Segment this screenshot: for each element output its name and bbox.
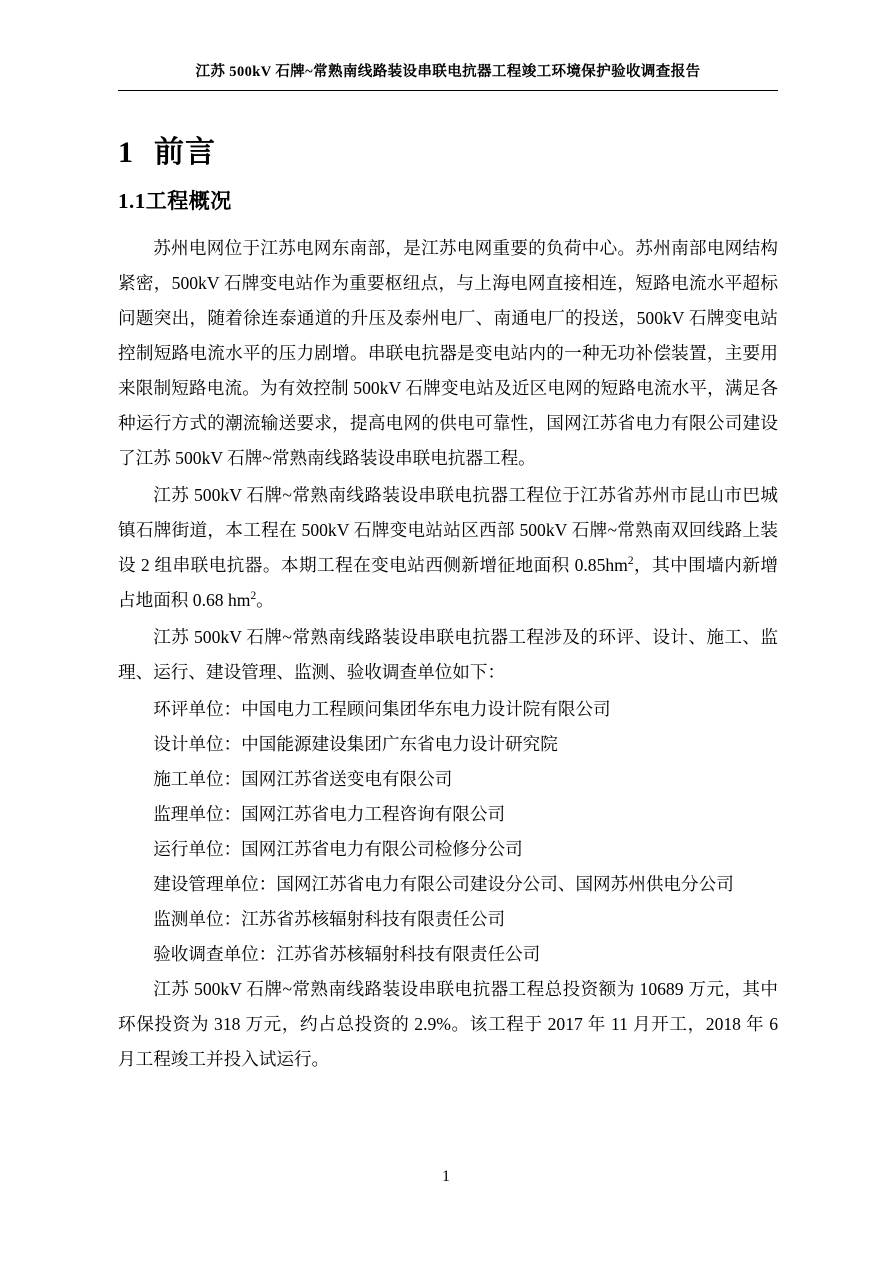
list-item: 设计单位：中国能源建设集团广东省电力设计研究院	[153, 734, 558, 755]
list-item: 验收调查单位：江苏省苏核辐射科技有限责任公司	[153, 944, 541, 965]
superscript-area-2: 2	[250, 590, 257, 603]
paragraph-location-part3: 。	[256, 590, 274, 611]
header-divider	[118, 90, 778, 91]
chapter-number: 1	[118, 136, 134, 170]
section-heading: 1.1工程概况	[118, 189, 232, 214]
paragraph-location-part1: 江苏 500kV 石牌~常熟南线路装设串联电抗器工程位于江苏省苏州市昆山市巴城镇石牌街道，本工程在 500kV 石牌变电站站区西部 500kV 石牌~常熟南双回线路上装设 2 组串联电抗器。本期工程在变电站西侧新增征地面积 0.85hm	[118, 485, 778, 576]
units-list	[118, 692, 778, 972]
running-header: 江苏 500kV 石牌~常熟南线路装设串联电抗器工程竣工环境保护验收调查报告	[195, 64, 701, 80]
superscript-area-1: 2	[627, 555, 634, 568]
paragraph-investment: 江苏 500kV 石牌~常熟南线路装设串联电抗器工程总投资额为 10689 万元，其中环保投资为 318 万元，约占总投资的 2.9%。该工程于 2017 年 11 月开工，2018 年 6 月工程竣工并投入试运行。	[118, 979, 778, 1070]
paragraph-location	[118, 478, 778, 618]
list-item: 建设管理单位：国网江苏省电力有限公司建设分公司、国网苏州供电分公司	[153, 874, 734, 895]
list-item: 监测单位：江苏省苏核辐射科技有限责任公司	[153, 909, 506, 930]
chapter-heading	[118, 127, 778, 171]
list-item: 监理单位：国网江苏省电力工程咨询有限公司	[153, 804, 506, 825]
list-item: 施工单位：国网江苏省送变电有限公司	[153, 769, 453, 790]
list-item: 运行单位：国网江苏省电力有限公司检修分公司	[153, 839, 523, 860]
paragraph-units-intro: 江苏 500kV 石牌~常熟南线路装设串联电抗器工程涉及的环评、设计、施工、监理、运行、建设管理、监测、验收调查单位如下：	[118, 627, 778, 683]
page-number: 1	[442, 1168, 450, 1185]
paragraph-overview: 苏州电网位于江苏电网东南部，是江苏电网重要的负荷中心。苏州南部电网结构紧密，500kV 石牌变电站作为重要枢纽点，与上海电网直接相连，短路电流水平超标问题突出，随着徐连泰通道的升压及泰州电厂、南通电厂的投送，500kV 石牌变电站控制短路电流水平的压力剧增。串联电抗器是变电站内的一种无功补偿装置，主要用来限制短路电流。为有效控制 500kV 石牌变电站及近区电网的短路电流水平，满足各种运行方式的潮流输送要求，提高电网的供电可靠性，国网江苏省电力有限公司建设了江苏 500kV 石牌~常熟南线路装设串联电抗器工程。	[118, 238, 778, 469]
chapter-title: 前言	[154, 136, 216, 170]
page-content	[118, 62, 778, 1079]
list-item: 环评单位：中国电力工程顾问集团华东电力设计院有限公司	[153, 699, 611, 720]
paragraph-location-part2: ，其中围墙内新增占地面积 0.68 hm	[118, 555, 778, 611]
